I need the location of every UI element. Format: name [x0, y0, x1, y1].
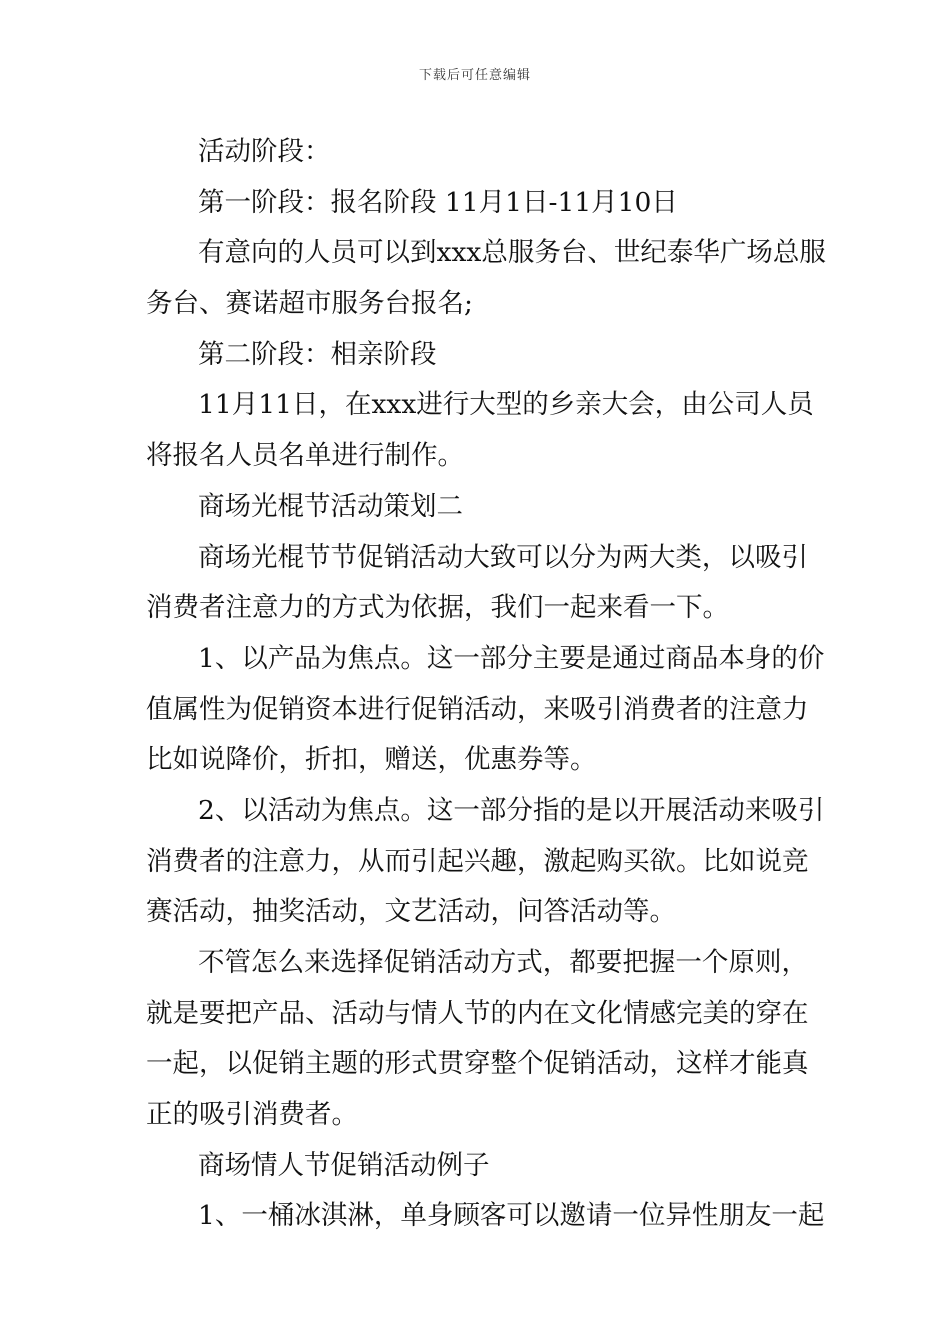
text-line: 消费者注意力的方式为依据，我们一起来看一下。	[146, 592, 729, 624]
text-line: 正的吸引消费者。	[146, 1099, 358, 1131]
text-line: 活动阶段：	[198, 136, 331, 167]
document-body	[146, 127, 826, 1242]
text-line: 1、以产品为焦点。这一部分主要是通过商品本身的价	[198, 642, 825, 674]
text-line: 第二阶段：相亲阶段	[198, 338, 437, 370]
text-line: 比如说降价，折扣，赠送，优惠券等。	[146, 744, 597, 776]
text-line: 有意向的人员可以到xxx总服务台、世纪泰华广场总服	[198, 237, 826, 269]
text-line: 不管怎么来选择促销活动方式，都要把握一个原则，	[198, 947, 808, 978]
text-line: 务台、赛诺超市服务台报名;	[146, 288, 473, 320]
text-line: 赛活动，抽奖活动，文艺活动，问答活动等。	[146, 896, 676, 928]
text-line: 消费者的注意力，从而引起兴趣，激起购买欲。比如说竞	[146, 845, 809, 877]
section-heading: 商场光棍节活动策划二	[198, 490, 463, 522]
text-line: 一起，以促销主题的形式贯穿整个促销活动，这样才能真	[146, 1048, 809, 1080]
page-header: 下载后可任意编辑	[418, 68, 531, 83]
text-line: 第一阶段：报名阶段 11月1日-11月10日	[198, 186, 678, 218]
section-heading: 商场情人节促销活动例子	[198, 1149, 490, 1181]
text-line: 值属性为促销资本进行促销活动，来吸引消费者的注意力	[146, 693, 809, 725]
text-line: 将报名人员名单进行制作。	[146, 440, 464, 472]
text-line: 2、以活动为焦点。这一部分指的是以开展活动来吸引	[198, 794, 825, 826]
text-line: 1、一桶冰淇淋，单身顾客可以邀请一位异性朋友一起	[198, 1200, 825, 1232]
text-line: 就是要把产品、活动与情人节的内在文化情感完美的穿在	[146, 997, 809, 1029]
text-line: 商场光棍节节促销活动大致可以分为两大类，以吸引	[198, 541, 808, 573]
text-line: 11月11日，在xxx进行大型的乡亲大会，由公司人员	[198, 389, 814, 421]
